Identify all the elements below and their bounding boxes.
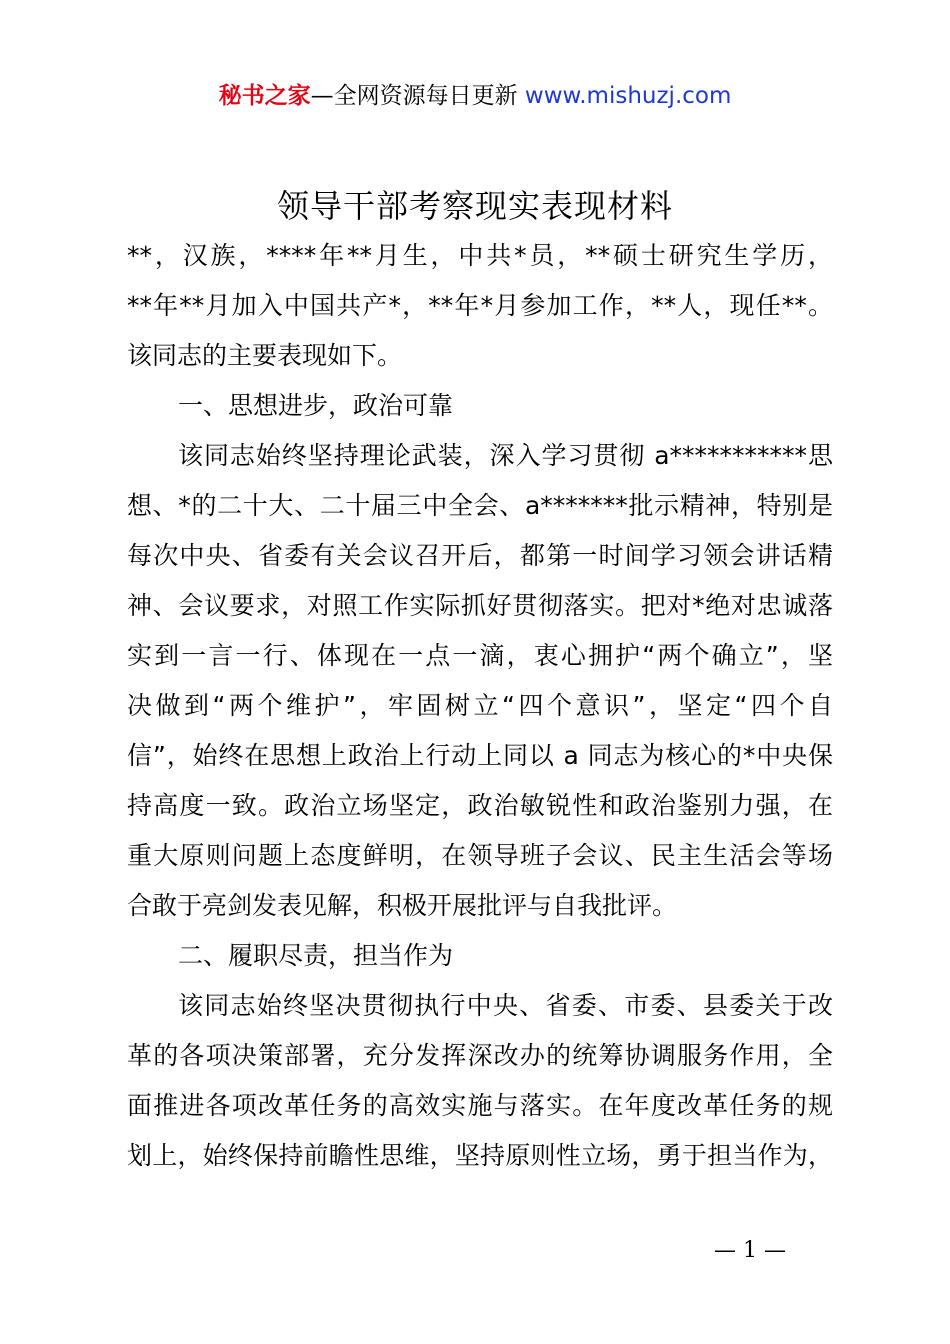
site-brand: 秘书之家 bbox=[218, 83, 311, 109]
paragraph-line: 重大原则问题上态度鲜明，在领导班子会议、民主生活会等场 bbox=[127, 841, 833, 870]
paragraph-line: 该同志始终坚决贯彻执行中央、省委、市委、县委关于改 bbox=[178, 991, 833, 1020]
paragraph-line: 该同志始终坚持理论武装，深入学习贯彻 a***********思 bbox=[178, 441, 833, 470]
site-url-link[interactable]: www.mishuzj.com bbox=[524, 83, 732, 109]
paragraph-line: 信”，始终在思想上政治上行动上同以 a 同志为核心的*中央保 bbox=[127, 741, 833, 770]
page-number: — 1 — bbox=[714, 1238, 786, 1263]
site-header bbox=[0, 80, 950, 112]
paragraph-line: **年**月加入中国共产*，**年*月参加工作，**人，现任**。 bbox=[127, 291, 833, 320]
paragraph-line: 每次中央、省委有关会议召开后，都第一时间学习领会讲话精 bbox=[127, 541, 833, 570]
paragraph-line: 划上，始终保持前瞻性思维，坚持原则性立场，勇于担当作为， bbox=[127, 1141, 833, 1170]
site-tagline: —全网资源每日更新 bbox=[310, 83, 525, 109]
section-heading: 二、履职尽责，担当作为 bbox=[178, 941, 454, 970]
paragraph-line: **，汉族，****年**月生，中共*员，**硕士研究生学历， bbox=[127, 241, 833, 270]
paragraph-line: 该同志的主要表现如下。 bbox=[127, 341, 403, 370]
document-body bbox=[127, 231, 833, 1181]
paragraph-line: 实到一言一行、体现在一点一滴，衷心拥护“两个确立”，坚 bbox=[127, 641, 833, 670]
document-title: 领导干部考察现实表现材料 bbox=[276, 187, 673, 225]
paragraph-line: 想、*的二十大、二十届三中全会、a*******批示精神，特别是 bbox=[127, 491, 833, 520]
paragraph-line: 合敢于亮剑发表见解，积极开展批评与自我批评。 bbox=[127, 891, 678, 920]
paragraph-line: 面推进各项改革任务的高效实施与落实。在年度改革任务的规 bbox=[127, 1091, 833, 1120]
paragraph-line: 持高度一致。政治立场坚定，政治敏锐性和政治鉴别力强，在 bbox=[127, 791, 833, 820]
section-heading: 一、思想进步，政治可靠 bbox=[178, 391, 454, 420]
paragraph-line: 革的各项决策部署，充分发挥深改办的统筹协调服务作用，全 bbox=[127, 1041, 833, 1070]
paragraph-line: 决做到“两个维护”，牢固树立“四个意识”，坚定“四个自 bbox=[127, 691, 833, 720]
paragraph-line: 神、会议要求，对照工作实际抓好贯彻落实。把对*绝对忠诚落 bbox=[127, 591, 833, 620]
